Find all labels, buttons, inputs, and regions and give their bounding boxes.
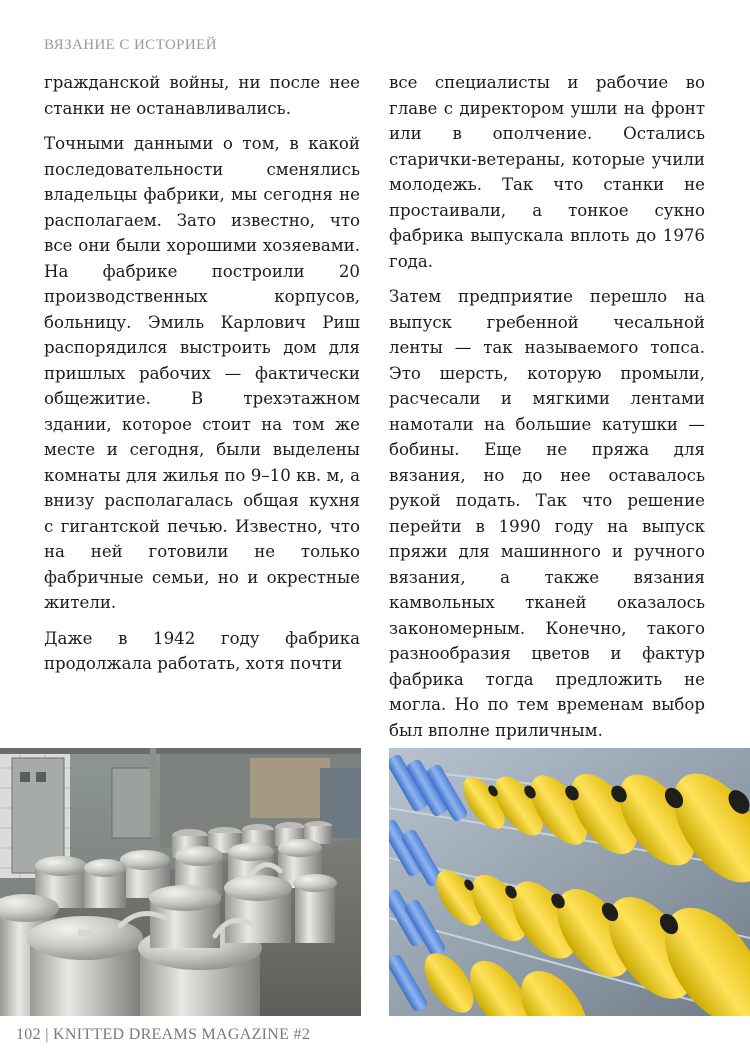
paragraph: гражданской войны, ни после нее станки не останавливались.	[44, 73, 360, 118]
yarn-bobbins-image	[389, 748, 750, 1016]
factory-vats-image	[0, 748, 361, 1016]
right-text-column	[389, 70, 705, 753]
paragraph: Затем предприятие перешло на выпуск гребенной чесальной ленты — так называемого топса. Это шерсть, которую промыли, расчесали и мягкими лентами намотали на большие катушки — бобины. Еще не пряжа для вязания, но до нее оставалось рукой подать. Так что решение перейти в 1990 году на выпуск пряжи для машинного и ручного вязания, а также вязания камвольных тканей оказалось закономерным. Конечно, такого разнообразия цветов и фактур фабрика тогда предложить не могла. Но по тем временам выбор был вполне приличным.	[389, 287, 705, 740]
factory-vats-photo	[0, 748, 361, 1016]
page-footer: 102 | KNITTED DREAMS MAGAZINE #2	[16, 1026, 311, 1043]
paragraph: Даже в 1942 году фабрика продолжала работать, хотя почти	[44, 628, 360, 673]
paragraph: все специалисты и рабочие во главе с директором ушли на фронт или в ополчение. Остались старички-ветераны, которые учили молодежь. Так что станки не простаивали, а тонкое сукно фабрика выпускала вплоть до 1976 года.	[389, 73, 705, 271]
left-text-column	[44, 70, 360, 687]
paragraph: Точными данными о том, в какой последовательности сменялись владельцы фабрики, мы сегодня не располагаем. Зато известно, что все они были хорошими хозяевами. На фабрике построили 20 производственных корпусов, больницу. Эмиль Карлович Риш распорядился выстроить дом для пришлых рабочих — фактически общежитие. В трехэтажном здании, которое стоит на том же месте и сегодня, были выделены комнаты для жилья по 9–10 кв. м, а внизу располагалась общая кухня с гигантской печью. Известно, что на ней готовили не только фабричные семьи, но и окрестные жители.	[44, 134, 360, 612]
yarn-bobbins-photo	[389, 748, 750, 1016]
running-header: ВЯЗАНИЕ С ИСТОРИЕЙ	[44, 37, 217, 53]
